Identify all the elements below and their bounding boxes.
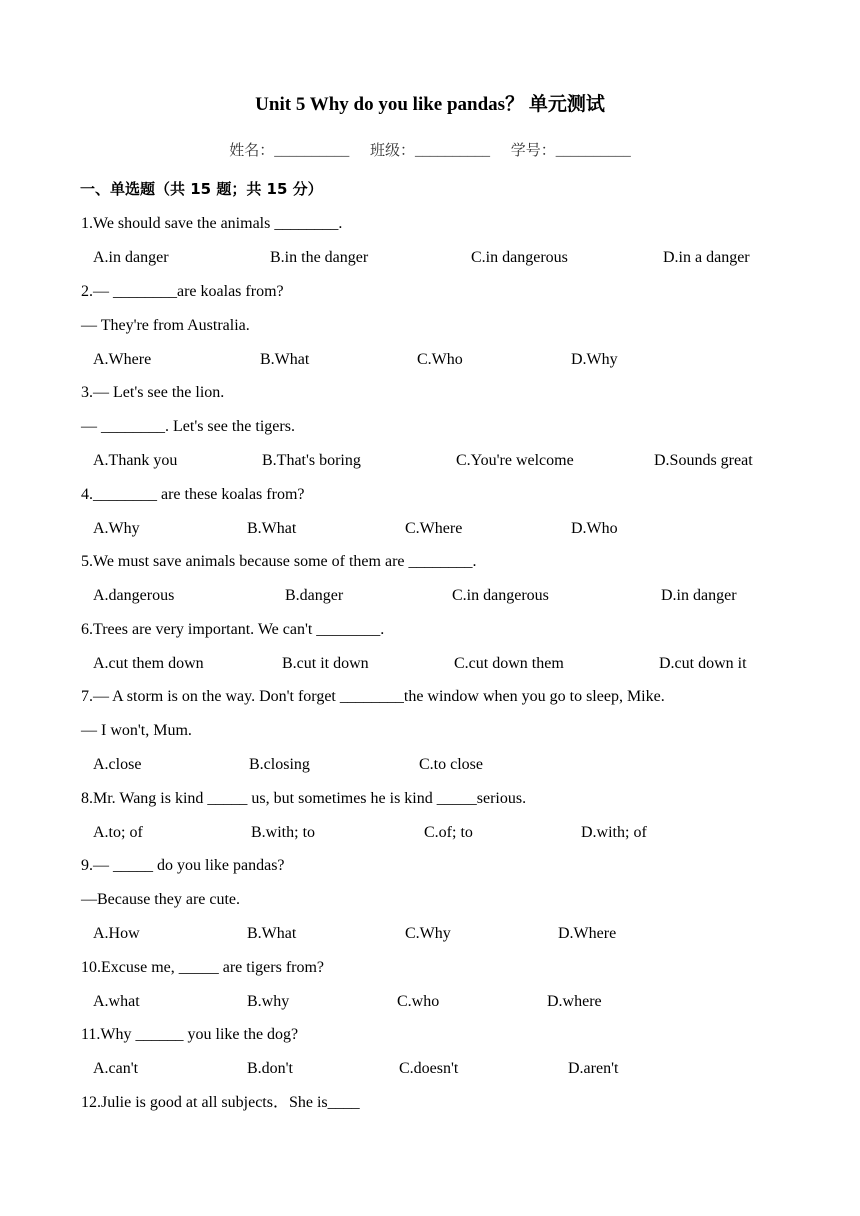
question-5-option-a[interactable]: A.dangerous [93, 587, 175, 604]
student-info-row [0, 137, 860, 164]
class-label: 班级： [369, 141, 415, 159]
question-4-stem: 4.________ are these koalas from? [81, 486, 305, 503]
name-field[interactable] [229, 141, 349, 159]
question-7-option-c[interactable]: C.to close [419, 756, 483, 773]
question-9-option-b[interactable]: B.What [247, 925, 297, 942]
question-3-stem: 3.— Let's see the lion. [81, 384, 225, 401]
question-4-option-a[interactable]: A.Why [93, 520, 140, 537]
question-1-option-c[interactable]: C.in dangerous [471, 249, 568, 266]
question-9-option-d[interactable]: D.Where [558, 925, 617, 942]
question-3-option-c[interactable]: C.You're welcome [456, 452, 574, 469]
question-2-option-a[interactable]: A.Where [93, 351, 152, 368]
question-4-option-b[interactable]: B.What [247, 520, 297, 537]
question-8-option-b[interactable]: B.with; to [251, 824, 316, 841]
question-5-option-b[interactable]: B.danger [285, 587, 344, 604]
question-9-option-c[interactable]: C.Why [405, 925, 451, 942]
question-3-response: — ________. Let's see the tigers. [81, 418, 295, 435]
question-11-option-b[interactable]: B.don't [247, 1060, 293, 1077]
name-blank: __________ [274, 143, 350, 159]
question-3-option-b[interactable]: B.That's boring [262, 452, 361, 469]
question-3-option-d[interactable]: D.Sounds great [654, 452, 753, 469]
question-2-stem: 2.— ________are koalas from? [81, 283, 284, 300]
question-3-option-a[interactable]: A.Thank you [93, 452, 178, 469]
class-blank: __________ [415, 143, 490, 159]
question-11-option-a[interactable]: A.can't [93, 1060, 139, 1077]
question-6-stem: 6.Trees are very important. We can't ________. [81, 621, 385, 638]
question-8-stem: 8.Mr. Wang is kind _____ us, but sometimes he is kind _____serious. [81, 790, 527, 807]
question-2-option-b[interactable]: B.What [260, 351, 310, 368]
question-6-option-b[interactable]: B.cut it down [282, 655, 369, 672]
question-2-option-d[interactable]: D.Why [571, 351, 618, 368]
question-10-option-b[interactable]: B.why [247, 993, 290, 1010]
question-11-option-c[interactable]: C.doesn't [399, 1060, 459, 1077]
question-1-option-a[interactable]: A.in danger [93, 249, 169, 266]
question-1-option-b[interactable]: B.in the danger [270, 249, 369, 266]
question-9-response: —Because they are cute. [81, 891, 241, 908]
name-label: 姓名： [229, 141, 275, 159]
question-9-option-a[interactable]: A.How [93, 925, 140, 942]
question-10-option-c[interactable]: C.who [397, 993, 440, 1010]
question-7-stem: 7.— A storm is on the way. Don't forget ________the window when you go to sleep, Mike. [81, 688, 665, 705]
question-10-option-a[interactable]: A.what [93, 993, 140, 1010]
student-id-label: 学号： [510, 141, 556, 159]
question-2-option-c[interactable]: C.Who [417, 351, 463, 368]
student-id-blank: __________ [555, 143, 631, 159]
question-5-option-d[interactable]: D.in danger [661, 587, 737, 604]
class-field[interactable] [370, 141, 490, 159]
question-12-stem: 12.Julie is good at all subjects．She is____ [81, 1094, 360, 1111]
question-1-option-d[interactable]: D.in a danger [663, 249, 750, 266]
question-6-option-a[interactable]: A.cut them down [93, 655, 204, 672]
question-10-option-d[interactable]: D.where [547, 993, 602, 1010]
question-9-stem: 9.— _____ do you like pandas? [81, 857, 285, 874]
student-id-field[interactable] [511, 141, 631, 159]
question-6-option-d[interactable]: D.cut down it [659, 655, 747, 672]
question-8-option-a[interactable]: A.to; of [93, 824, 143, 841]
question-8-option-c[interactable]: C.of; to [424, 824, 473, 841]
section-heading: 一、单选题（共 15 题；共 15 分） [80, 180, 323, 198]
page-title: Unit 5 Why do you like pandas？ 单元测试 [255, 94, 605, 115]
question-8-option-d[interactable]: D.with; of [581, 824, 647, 841]
question-4-option-c[interactable]: C.Where [405, 520, 463, 537]
question-1-stem: 1.We should save the animals ________. [81, 215, 343, 232]
question-7-response: — I won't, Mum. [81, 722, 192, 739]
question-11-stem: 11.Why ______ you like the dog? [81, 1026, 299, 1043]
question-10-stem: 10.Excuse me, _____ are tigers from? [81, 959, 325, 976]
question-5-option-c[interactable]: C.in dangerous [452, 587, 549, 604]
question-5-stem: 5.We must save animals because some of them are ________. [81, 553, 477, 570]
question-2-response: — They're from Australia. [81, 317, 250, 334]
question-7-option-a[interactable]: A.close [93, 756, 142, 773]
question-6-option-c[interactable]: C.cut down them [454, 655, 564, 672]
question-11-option-d[interactable]: D.aren't [568, 1060, 619, 1077]
question-4-option-d[interactable]: D.Who [571, 520, 618, 537]
question-7-option-b[interactable]: B.closing [249, 756, 310, 773]
